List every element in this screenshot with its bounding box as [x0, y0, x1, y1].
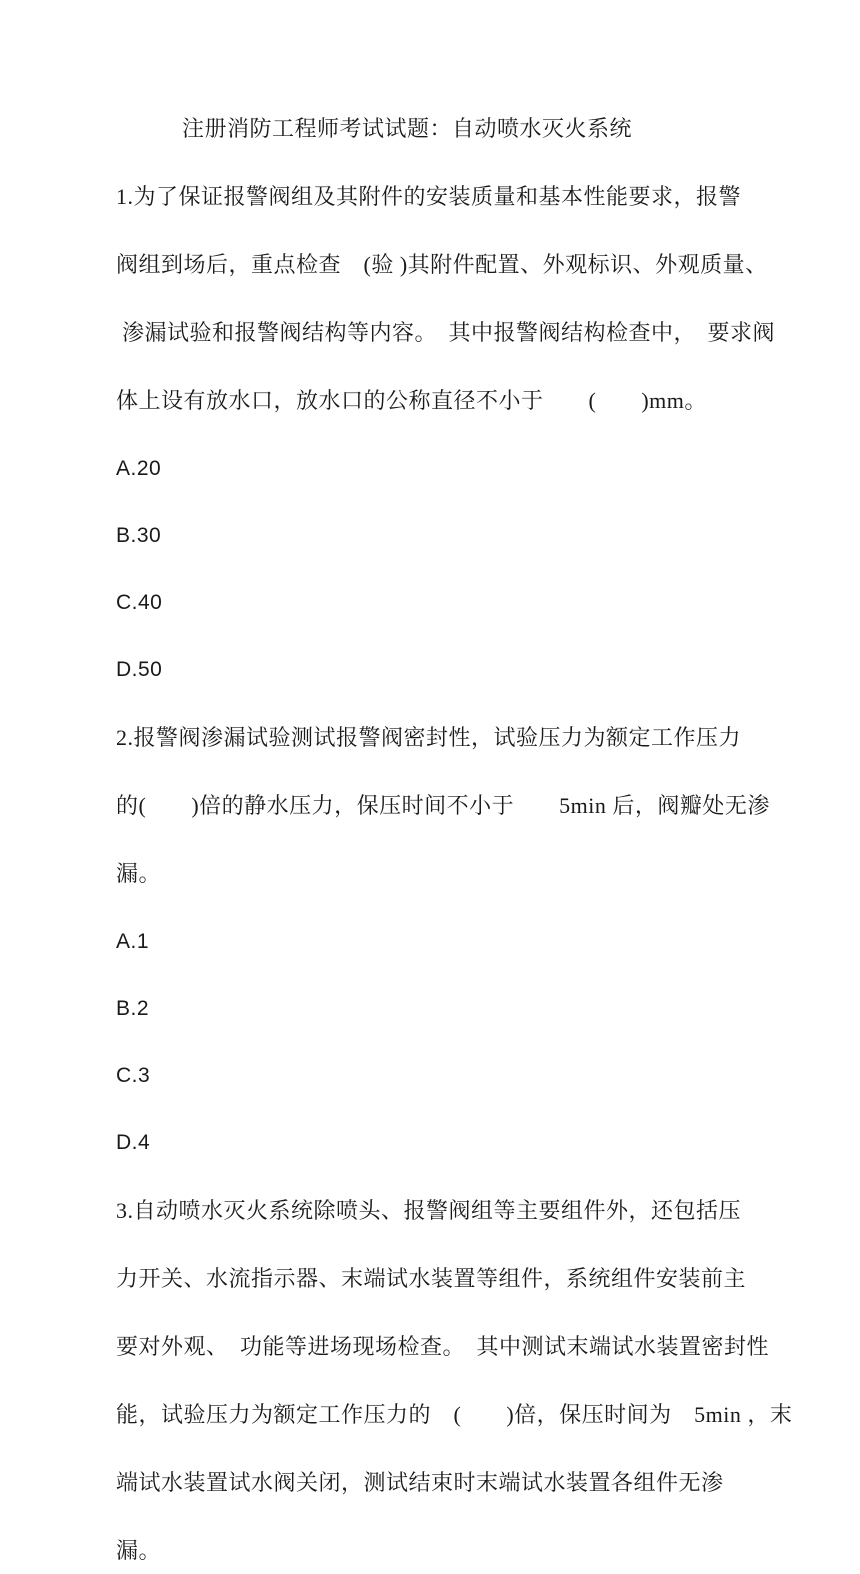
question-1-option-a: A.20: [116, 457, 162, 480]
question-2-line-3: 漏。: [116, 861, 162, 886]
question-1-option-c: C.40: [116, 591, 163, 614]
question-3-line-5: 端试水装置试水阀关闭，测试结束时末端试水装置各组件无渗: [116, 1470, 724, 1495]
question-2: [0, 715, 860, 1166]
question-3-line-3: 要对外观、 功能等进场现场检查。 其中测试末端试水装置密封性: [116, 1334, 770, 1359]
question-1: [0, 174, 860, 693]
question-2-line-1: 2.报警阀渗漏试验测试报警阀密封性，试验压力为额定工作压力: [116, 725, 742, 750]
question-1-line-2: 阀组到场后，重点检查 (验 )其附件配置、外观标识、外观质量、: [116, 252, 768, 277]
question-1-line-4: 体上设有放水口，放水口的公称直径不小于 ( )mm。: [116, 388, 707, 413]
question-2-option-a: A.1: [116, 930, 150, 953]
question-3-line-4: 能，试验压力为额定工作压力的 ( )倍，保压时间为 5min ，末: [116, 1402, 793, 1427]
question-2-option-c: C.3: [116, 1064, 151, 1087]
question-1-option-b: B.30: [116, 524, 162, 547]
question-3: [0, 1188, 860, 1574]
question-2-line-2: 的( )倍的静水压力，保压时间不小于 5min 后，阀瓣处无渗: [116, 793, 770, 818]
question-3-line-6: 漏。: [116, 1538, 162, 1563]
question-2-option-b: B.2: [116, 997, 150, 1020]
question-1-line-1: 1.为了保证报警阀组及其附件的安装质量和基本性能要求，报警: [116, 184, 742, 209]
question-1-option-d: D.50: [116, 658, 163, 681]
document-title: 注册消防工程师考试试题：自动喷水灭火系统: [181, 116, 632, 141]
question-3-line-1: 3.自动喷水灭火系统除喷头、报警阀组等主要组件外，还包括压: [116, 1198, 742, 1223]
question-3-line-2: 力开关、水流指示器、末端试水装置等组件，系统组件安装前主: [116, 1266, 747, 1291]
question-2-option-d: D.4: [116, 1131, 151, 1154]
question-1-line-3: 渗漏试验和报警阀结构等内容。 其中报警阀结构检查中， 要求阀: [116, 320, 776, 345]
